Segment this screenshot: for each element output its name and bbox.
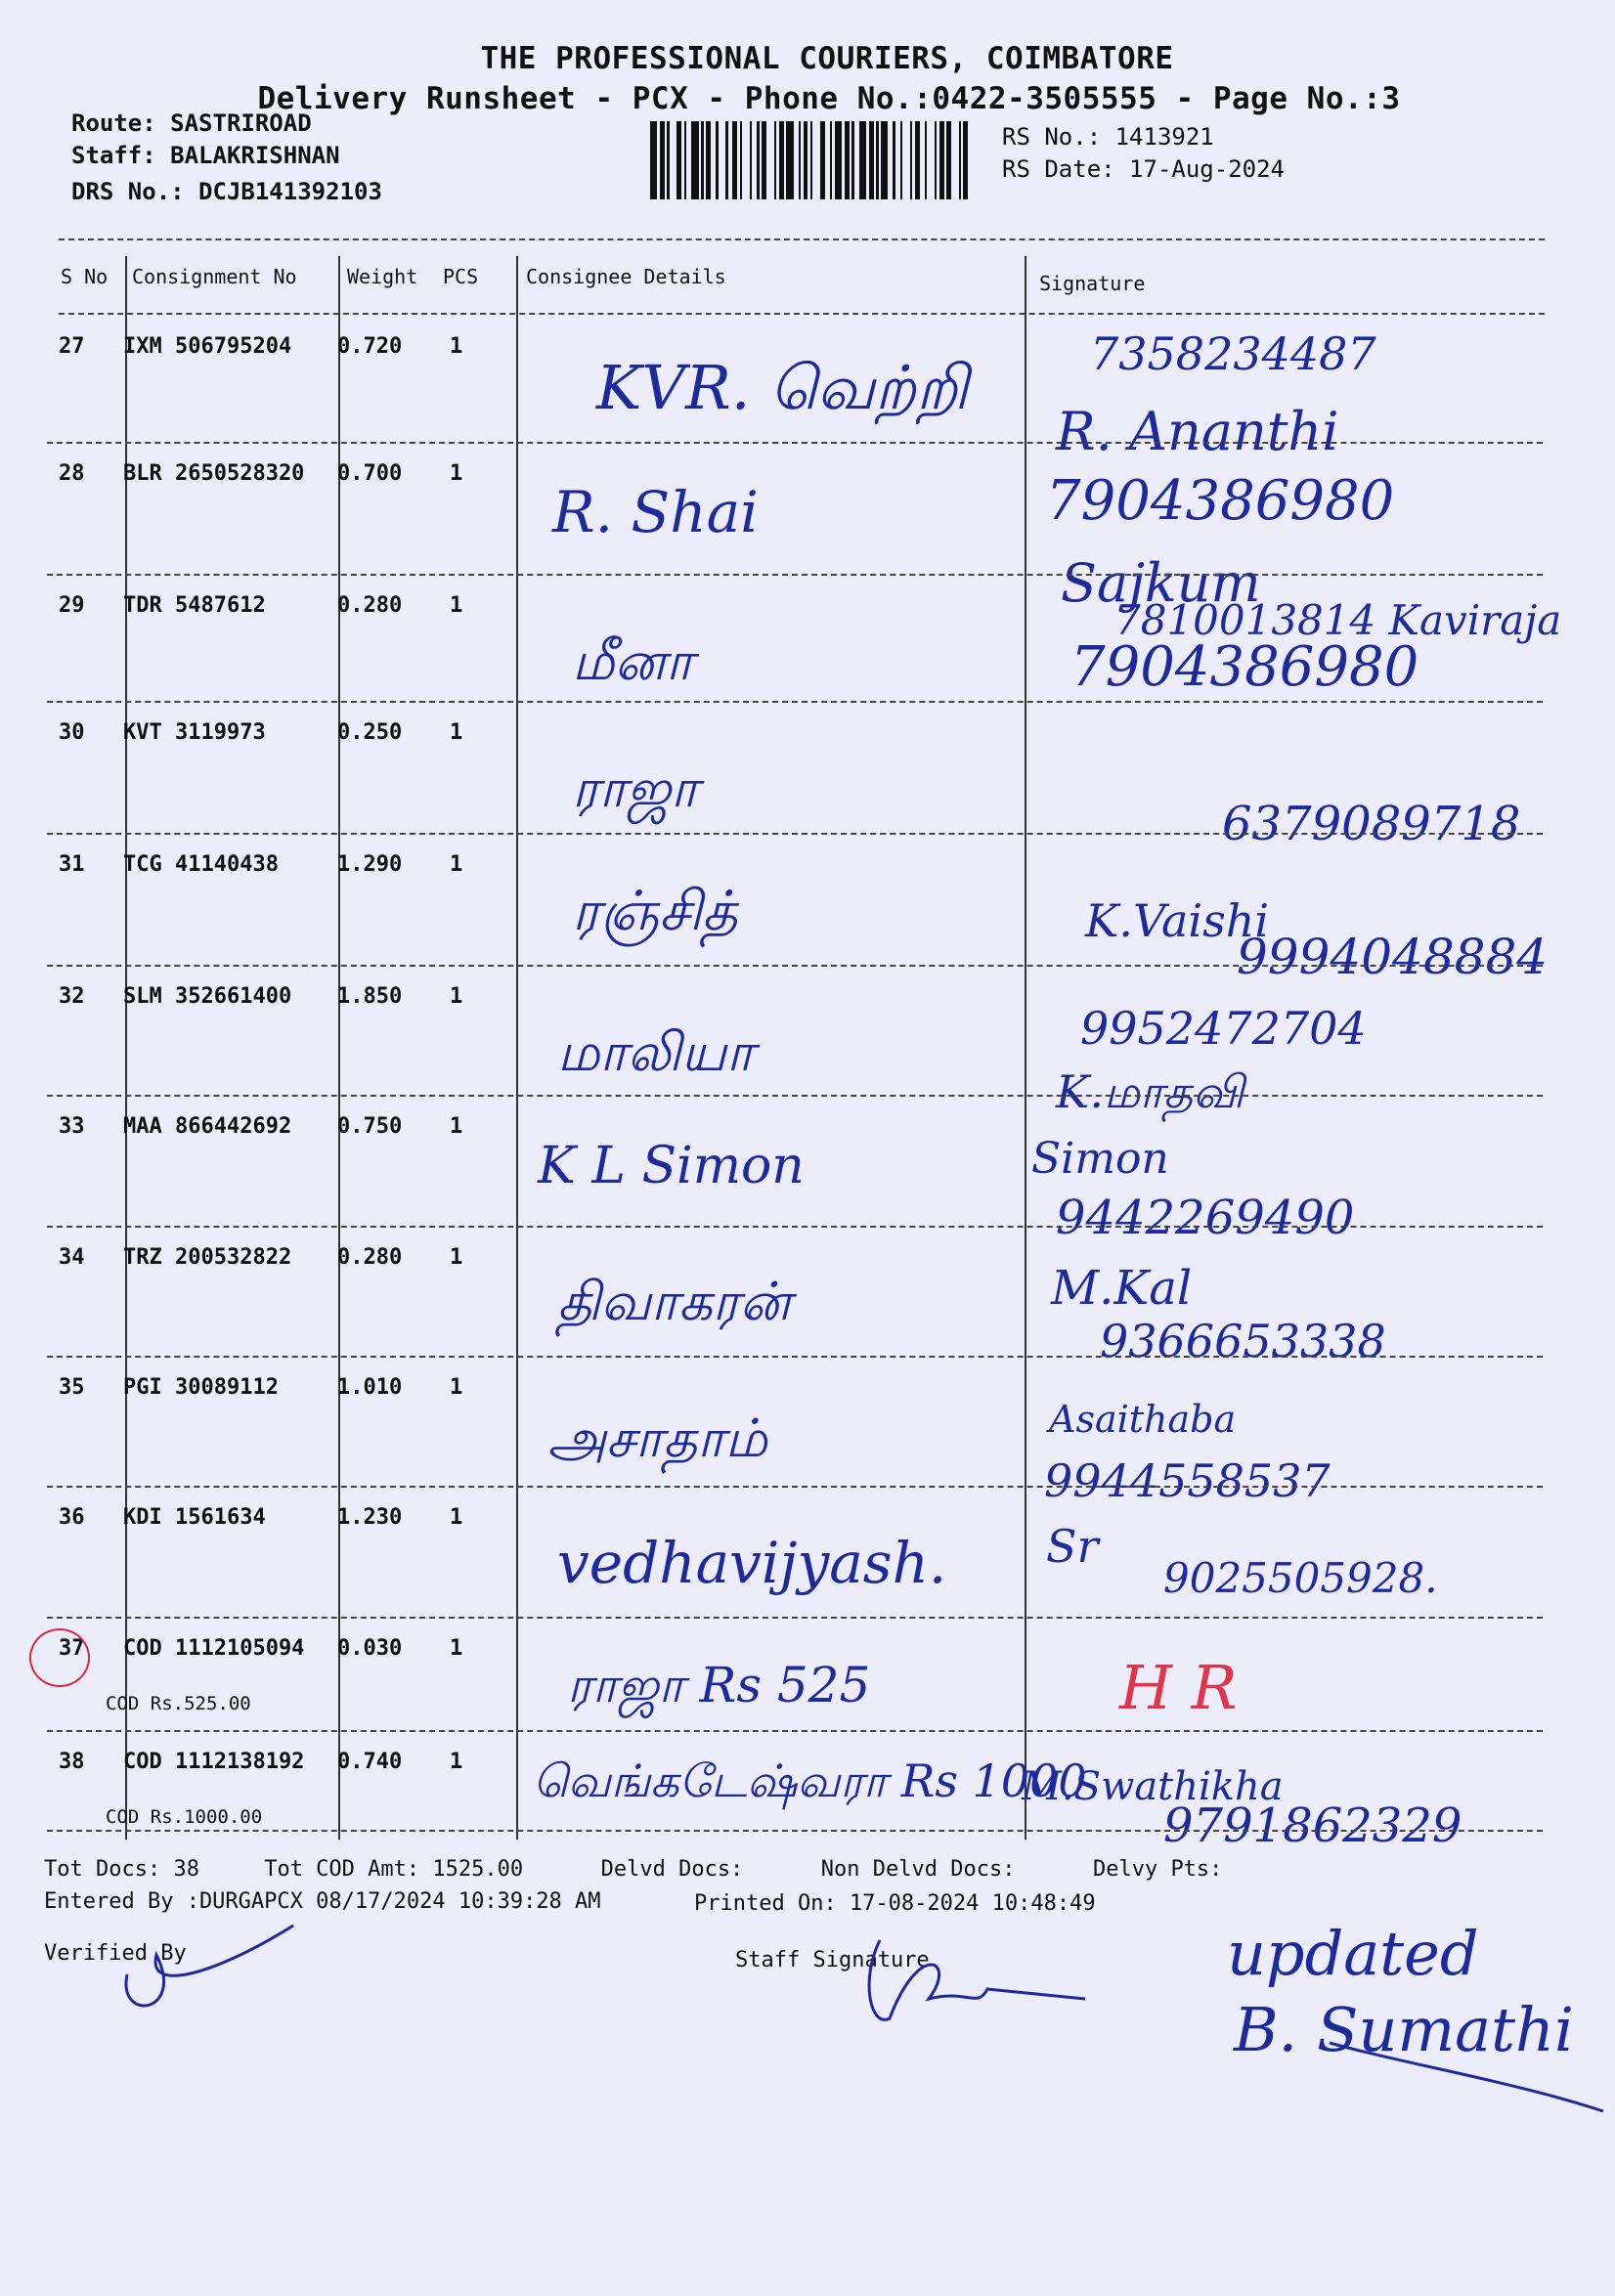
row-signature-handwriting: 7904386980: [1070, 635, 1419, 699]
row-signature-handwriting: 9952472704: [1080, 1002, 1367, 1055]
row-pcs: 1: [450, 720, 463, 745]
col-consignee: Consignee Details: [526, 265, 726, 288]
row-signature-handwriting: 7358234487: [1090, 327, 1376, 380]
row-sno: 27: [59, 334, 85, 359]
row-weight: 0.720: [337, 334, 403, 359]
row-divider: [47, 1730, 1543, 1732]
delvy-pts-label: Delvy Pts:: [1092, 1857, 1223, 1882]
footer-totals: [44, 1857, 1222, 1882]
staff-row: [71, 142, 340, 169]
row-divider: [47, 1617, 1543, 1619]
row-consignment: TDR 5487612: [123, 593, 266, 618]
row-signature-handwriting: H R: [1119, 1652, 1238, 1723]
route-value: SASTRIROAD: [170, 109, 312, 137]
row-consignee-handwriting: மீனா: [572, 630, 694, 692]
tot-docs-value: 38: [173, 1857, 199, 1882]
row-divider: [47, 965, 1543, 967]
row-consignee-handwriting: வெங்கடேஷ்வரா Rs 1000: [533, 1754, 1087, 1807]
col-pcs: PCS: [443, 265, 479, 288]
rs-date-row: [1002, 155, 1285, 183]
row-consignment: PGI 30089112: [123, 1375, 279, 1400]
staff-label: Staff:: [71, 142, 156, 169]
route-row: [71, 109, 312, 137]
row-pcs: 1: [450, 593, 463, 618]
row-pcs: 1: [450, 984, 463, 1009]
drs-label: DRS No.:: [71, 178, 185, 205]
row-pcs: 1: [450, 1750, 463, 1774]
row-cod-amount: COD Rs.525.00: [106, 1693, 251, 1714]
company-title: THE PROFESSIONAL COURIERS, COIMBATORE: [480, 41, 1174, 76]
row-divider: [47, 1095, 1543, 1097]
row-weight: 0.750: [337, 1114, 403, 1139]
updated-note: updated: [1227, 1918, 1479, 1989]
col-sno: S No: [61, 265, 109, 288]
row-sno: 33: [59, 1114, 85, 1139]
verifier-signature: [98, 1916, 352, 2033]
row-signature-handwriting: Simon: [1031, 1134, 1169, 1184]
row-consignee-handwriting: ராஜா: [572, 758, 699, 819]
row-consignee-handwriting: K L Simon: [538, 1137, 805, 1195]
row-signature-handwriting: Asaithaba: [1049, 1398, 1237, 1441]
row-weight: 0.740: [337, 1750, 403, 1774]
row-sno: 29: [59, 593, 85, 618]
row-consignment: COD 1112105094: [123, 1636, 305, 1661]
row-consignee-handwriting: ராஜா Rs 525: [567, 1657, 871, 1713]
row-weight: 0.250: [337, 720, 403, 745]
row-weight: 1.010: [337, 1375, 403, 1400]
row-consignee-handwriting: R. Shai: [552, 479, 759, 545]
printed-on: Printed On: 17-08-2024 10:48:49: [694, 1891, 1096, 1916]
row-sno: 38: [59, 1750, 85, 1774]
row-sno: 28: [59, 461, 85, 486]
row-divider: [47, 833, 1543, 835]
col-consignment: Consignment No: [132, 265, 297, 288]
row-consignment: IXM 506795204: [123, 334, 292, 359]
row-consignee-handwriting: ரஞ்சித்: [572, 880, 738, 943]
verified-by-label: Verified By: [44, 1941, 187, 1966]
row-signature-handwriting: K.மாதவி: [1056, 1065, 1244, 1118]
row-signature-handwriting: 9366653338: [1100, 1315, 1386, 1367]
rs-no-row: [1002, 123, 1214, 151]
row-consignment: TRZ 200532822: [123, 1245, 292, 1270]
row-pcs: 1: [450, 1375, 463, 1400]
row-signature-handwriting: 6379089718: [1222, 797, 1521, 851]
row-pcs: 1: [450, 461, 463, 486]
row-pcs: 1: [450, 1636, 463, 1661]
row-divider: [47, 574, 1543, 576]
row-divider: [47, 1226, 1543, 1228]
row-signature-handwriting: R. Ananthi: [1056, 401, 1339, 462]
col-rule-2: [338, 256, 340, 1840]
row-pcs: 1: [450, 1505, 463, 1530]
row-signature-handwriting: 9791862329: [1163, 1798, 1462, 1853]
row-signature-handwriting: M.Swathikha: [1022, 1764, 1284, 1809]
row-sno: 31: [59, 852, 85, 877]
non-delvd-docs-label: Non Delvd Docs:: [820, 1857, 1016, 1882]
barcode-image: [650, 121, 971, 199]
col-signature: Signature: [1039, 272, 1146, 295]
row-weight: 1.850: [337, 984, 403, 1009]
row-signature-handwriting: 9025505928.: [1163, 1554, 1438, 1602]
row-consignee-handwriting: KVR. வெற்றி: [596, 352, 969, 423]
row-signature-handwriting: 7904386980: [1046, 469, 1395, 533]
row-consignment: COD 1112138192: [123, 1750, 305, 1774]
row-sno: 32: [59, 984, 85, 1009]
entered-by: Entered By :DURGAPCX 08/17/2024 10:39:28 AM: [44, 1889, 601, 1914]
row-divider: [47, 1356, 1543, 1358]
row-consignment: KVT 3119973: [123, 720, 266, 745]
row-consignee-handwriting: மாலியா: [557, 1021, 755, 1083]
row-sno: 36: [59, 1505, 85, 1530]
row-signature-handwriting: 9994048884: [1237, 929, 1549, 985]
row-cod-amount: COD Rs.1000.00: [106, 1806, 263, 1828]
row-signature-handwriting: Sr: [1046, 1520, 1099, 1573]
updated-note-signer: B. Sumathi: [1234, 1994, 1574, 2065]
drs-value: DCJB141392103: [198, 178, 382, 205]
row-weight: 0.280: [337, 1245, 403, 1270]
row-pcs: 1: [450, 1245, 463, 1270]
col-rule-3: [516, 256, 518, 1840]
tot-docs-label: Tot Docs:: [44, 1857, 161, 1882]
row-weight: 0.700: [337, 461, 403, 486]
row-sno: 35: [59, 1375, 85, 1400]
staff-value: BALAKRISHNAN: [170, 142, 340, 169]
staff-signature: [841, 1921, 1114, 2038]
row-consignee-handwriting: திவாகரன்: [557, 1271, 791, 1332]
row-signature-handwriting: 7810013814 Kaviraja: [1114, 596, 1562, 644]
row-consignment: MAA 866442692: [123, 1114, 292, 1139]
rs-no-label: RS No.:: [1002, 123, 1102, 151]
row-weight: 0.030: [337, 1636, 403, 1661]
rs-date-value: 17-Aug-2024: [1129, 155, 1285, 183]
row-signature-handwriting: M.Kal: [1051, 1261, 1193, 1316]
row-pcs: 1: [450, 852, 463, 877]
row-divider: [47, 1486, 1543, 1488]
row-consignment: BLR 2650528320: [123, 461, 305, 486]
row-weight: 0.280: [337, 593, 403, 618]
staff-signature-label: Staff Signature: [735, 1948, 930, 1972]
tot-cod-label: Tot COD Amt:: [264, 1857, 420, 1882]
tot-cod-value: 1525.00: [432, 1857, 524, 1882]
header-rule-top: [59, 238, 1545, 240]
circle-mark-row-37: [29, 1628, 90, 1687]
row-consignee-handwriting: vedhavijyash.: [557, 1530, 947, 1596]
row-sno: 37: [59, 1636, 85, 1661]
row-signature-handwriting: Sajkum: [1061, 552, 1261, 614]
runsheet-subtitle: Delivery Runsheet - PCX - Phone No.:0422-3505555 - Page No.:3: [257, 81, 1401, 116]
row-pcs: 1: [450, 1114, 463, 1139]
row-consignment: KDI 1561634: [123, 1505, 266, 1530]
drs-row: [71, 178, 382, 205]
row-signature-handwriting: K.Vaishi: [1085, 894, 1270, 947]
row-divider: [47, 442, 1543, 444]
delvd-docs-label: Delvd Docs:: [600, 1857, 744, 1882]
row-pcs: 1: [450, 334, 463, 359]
rs-no-value: 1413921: [1114, 123, 1214, 151]
row-divider: [47, 1830, 1543, 1832]
row-consignment: TCG 41140438: [123, 852, 279, 877]
row-sno: 30: [59, 720, 85, 745]
col-rule-4: [1025, 256, 1026, 1840]
row-signature-handwriting: 9442269490: [1056, 1191, 1355, 1245]
header-rule-bottom: [59, 313, 1545, 315]
row-divider: [47, 701, 1543, 703]
route-label: Route:: [71, 109, 156, 137]
col-rule-1: [125, 256, 127, 1840]
row-weight: 1.230: [337, 1505, 403, 1530]
row-sno: 34: [59, 1245, 85, 1270]
col-weight: Weight: [347, 265, 418, 288]
row-consignee-handwriting: அசாதாம்: [547, 1408, 767, 1469]
updated-underline: [1320, 2004, 1613, 2121]
row-weight: 1.290: [337, 852, 403, 877]
row-signature-handwriting: 9944558537: [1044, 1454, 1331, 1507]
rs-date-label: RS Date:: [1002, 155, 1115, 183]
row-consignment: SLM 352661400: [123, 984, 292, 1009]
